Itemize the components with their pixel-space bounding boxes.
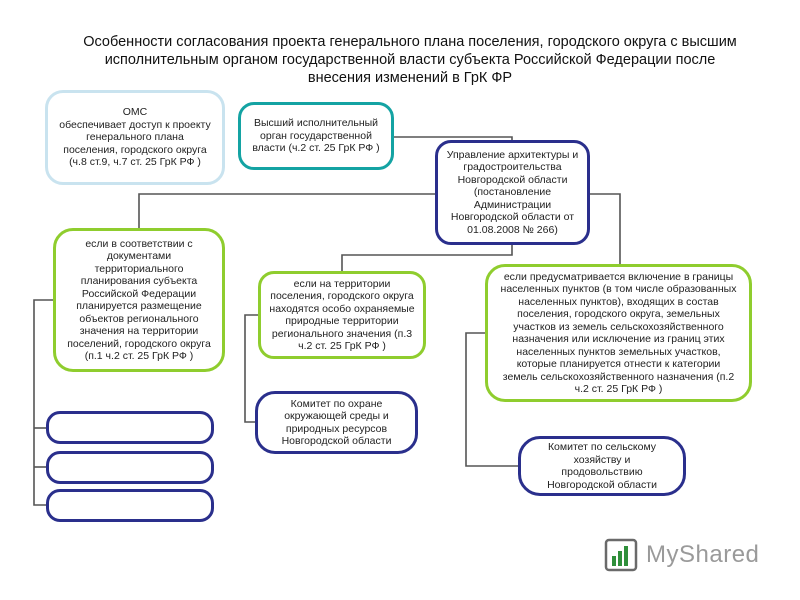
- mid-green-line: регионального значения (п.3: [271, 327, 413, 340]
- komitet-env-line: природных ресурсов: [285, 422, 388, 435]
- right-green-line: участков из земель сельскохозяйственного: [513, 320, 724, 333]
- komitet-agri-line: Новгородской области: [547, 478, 657, 491]
- right-green-line: населенных пунктов (в том числе образованных: [500, 283, 737, 295]
- upr-line: Новгородской области: [457, 173, 568, 186]
- myshared-logo-icon: [604, 538, 644, 574]
- left-green-line: территориального: [94, 262, 184, 275]
- mid-green-line: если на территории: [293, 277, 391, 290]
- komitet-agri-line: Комитет по сельскому: [547, 441, 657, 453]
- komitet-agri-line: хозяйству и: [573, 453, 631, 466]
- komitet-agri-line: продовольствию: [561, 466, 643, 478]
- left-green-line: если в соответствии с: [85, 237, 193, 250]
- omc-line: ОМС: [122, 106, 148, 119]
- left-green-line: планирования субъекта: [80, 275, 198, 287]
- protected-areas-condition-box: [258, 271, 426, 359]
- mid-green-line: находятся особо охраняемые: [269, 302, 415, 315]
- right-green-line: поселения, городского округа, земельных: [517, 308, 720, 320]
- right-green-line: которые планируется отнести к категории: [516, 358, 721, 370]
- komitet-env-line: Комитет по охране: [290, 397, 383, 410]
- agricultural-land-condition-box: [485, 264, 752, 402]
- right-green-line: земель сельскохозяйственного назначения (п.2: [502, 370, 735, 383]
- omc-box: [45, 90, 225, 185]
- upr-line: градостроительства: [463, 161, 562, 174]
- komitet-env-line: Новгородской области: [281, 435, 392, 447]
- left-green-line: Российской Федерации: [81, 287, 197, 300]
- upr-line: 01.08.2008 № 266): [467, 223, 558, 236]
- environment-committee-box: [255, 391, 418, 454]
- right-green-line: населенных пунктов), входящих в состав: [518, 295, 719, 308]
- left-green-line: поселений, городского округа: [67, 337, 211, 350]
- agriculture-committee-box: [518, 436, 686, 496]
- right-green-line: если предусматривается включение в границы: [503, 270, 734, 283]
- connector-upr-mid: [342, 245, 512, 271]
- omc-line: (ч.8 ст.9, ч.7 ст. 25 ГрК РФ ): [69, 156, 201, 169]
- right-green-line: назначения или исключение из границ этих: [512, 333, 725, 345]
- left-green-line: документами: [106, 250, 172, 262]
- omc-line: генерального плана: [86, 131, 184, 144]
- left-green-line: объектов регионального: [79, 312, 199, 325]
- page-title: Особенности согласования проекта генерального плана поселения, городского округа с высшим исполнительным органом государственной власти субъекта Российской Федерации после внесения изменений в ГрК ФР: [83, 34, 737, 86]
- vysh-line: власти (ч.2 ст. 25 ГрК РФ ): [252, 142, 380, 155]
- omc-line: обеспечивает доступ к проекту: [59, 118, 211, 131]
- myshared-logo-text: MyShared: [646, 541, 760, 568]
- komitet-env-line: окружающей среды и: [284, 410, 389, 422]
- executive-authority-box: [238, 102, 394, 170]
- vysh-line: орган государственной: [260, 129, 372, 142]
- upr-line: (постановление: [473, 186, 552, 199]
- omc-line: поселения, городского округа: [63, 143, 207, 156]
- upr-line: Администрации: [473, 198, 552, 211]
- upr-line: Управление архитектуры и: [446, 148, 579, 161]
- empty-box-2: [46, 451, 214, 484]
- empty-box-1: [46, 411, 214, 444]
- mid-green-line: ч.2 ст. 25 ГрК РФ ): [298, 340, 386, 352]
- architecture-department-box: [435, 140, 590, 245]
- connector-upr-right: [590, 194, 620, 264]
- vysh-line: Высший исполнительный: [253, 117, 379, 130]
- regional-objects-condition-box: [53, 228, 225, 372]
- right-green-line: ч.2 ст. 25 ГрК РФ ): [574, 383, 663, 395]
- left-green-line: планируется размещение: [76, 300, 202, 312]
- left-green-line: значения на территории: [79, 325, 199, 337]
- connector-upr-left: [139, 194, 435, 228]
- right-green-line: населенных пунктов земельных участков,: [516, 345, 721, 358]
- mid-green-line: природные территории: [285, 315, 399, 327]
- upr-line: Новгородской области от: [450, 211, 575, 224]
- left-green-line: (п.1 ч.2 ст. 25 ГрК РФ ): [84, 350, 194, 362]
- mid-green-line: поселения, городского округа: [270, 290, 414, 302]
- empty-box-3: [46, 489, 214, 522]
